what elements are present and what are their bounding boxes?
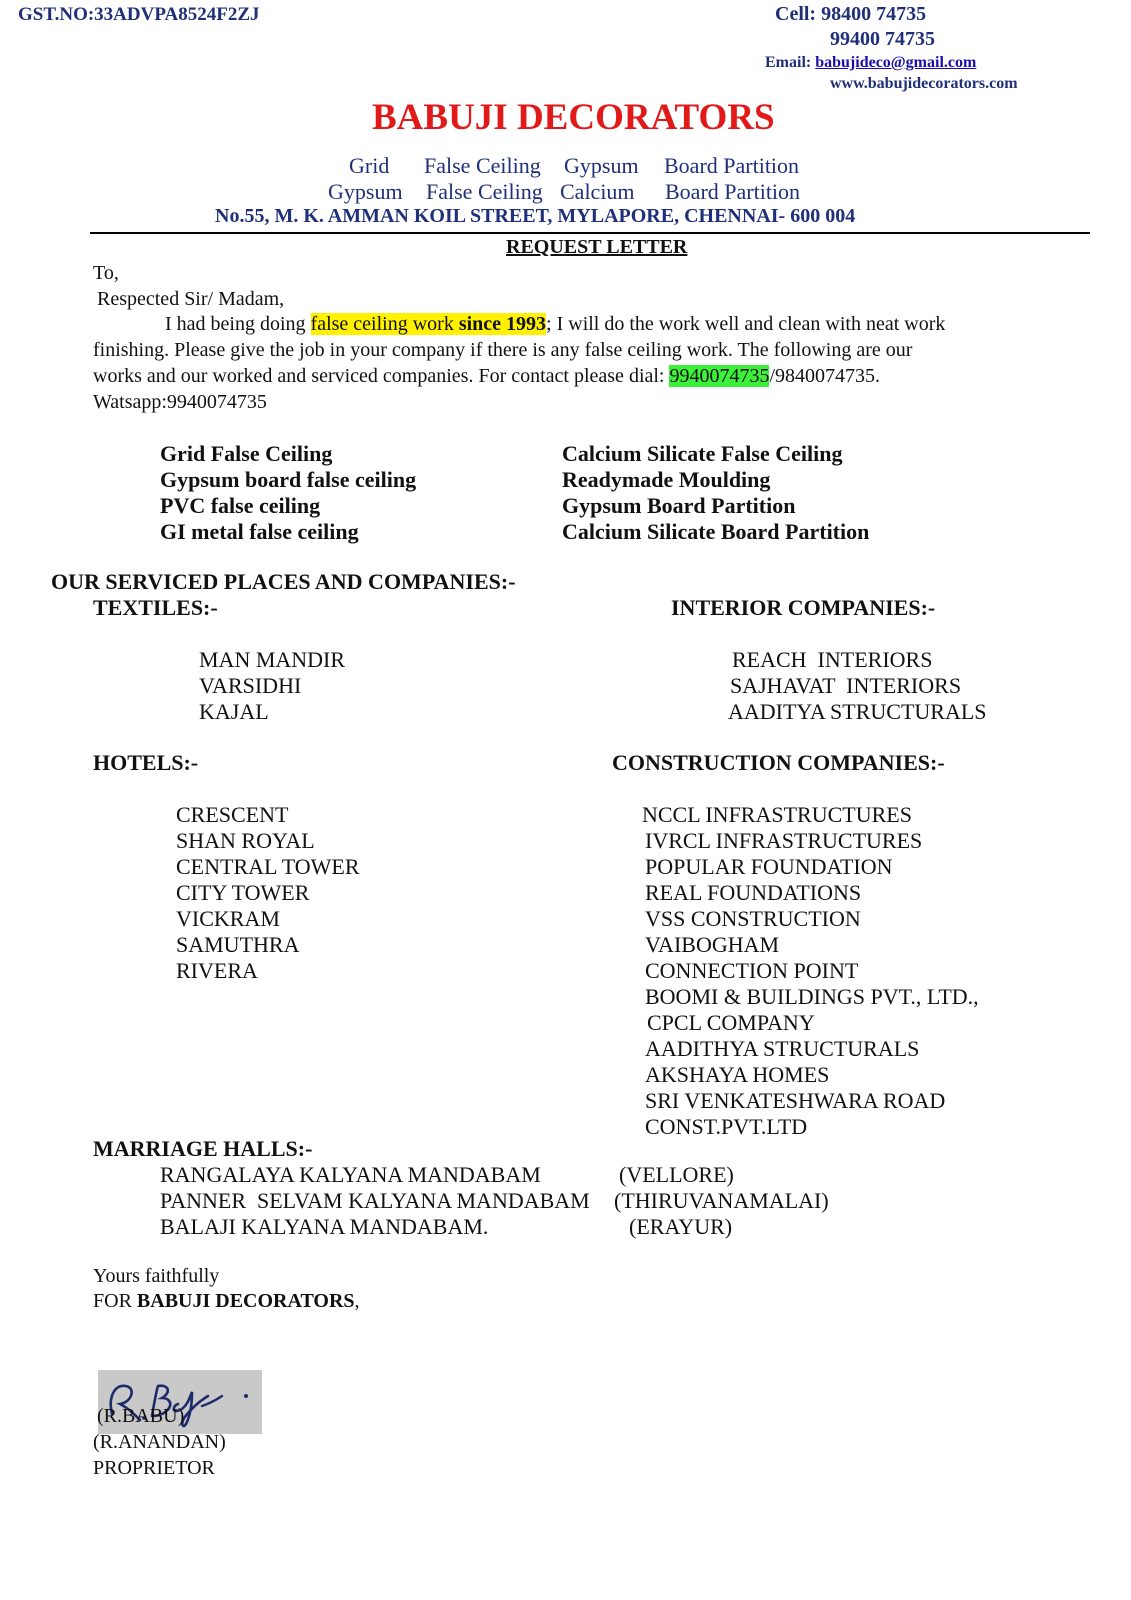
interior-heading: INTERIOR COMPANIES:- [671, 595, 936, 620]
service-left-2: Gypsum board false ceiling [160, 467, 417, 492]
address: No.55, M. K. AMMAN KOIL STREET, MYLAPORE, CHENNAI- 600 004 [215, 205, 856, 227]
construction-item: POPULAR FOUNDATION [645, 854, 893, 879]
service-row-2-d: Board Partition [665, 179, 801, 204]
construction-item: NCCL INFRASTRUCTURES [642, 802, 912, 827]
construction-item: REAL FOUNDATIONS [645, 880, 862, 905]
to-line: To, [93, 262, 119, 284]
interior-item: AADITYA STRUCTURALS [728, 699, 987, 724]
service-row-2-a: Gypsum [328, 179, 403, 204]
textile-item: KAJAL [199, 699, 269, 724]
gst-number: GST.NO:33ADVPA8524F2ZJ [18, 4, 260, 25]
email-link[interactable]: babujideco@gmail.com [815, 54, 977, 71]
service-row-2-b: False Ceiling [426, 179, 543, 204]
construction-heading: CONSTRUCTION COMPANIES:- [612, 750, 945, 775]
construction-item: VSS CONSTRUCTION [645, 906, 861, 931]
construction-item: SRI VENKATESHWARA ROAD [645, 1088, 946, 1113]
for-company-line: FOR BABUJI DECORATORS, [93, 1290, 360, 1312]
textiles-heading: TEXTILES:- [93, 595, 218, 620]
yours-faithfully: Yours faithfully [93, 1265, 220, 1287]
construction-item: CONST.PVT.LTD [645, 1114, 808, 1139]
hall-name: PANNER SELVAM KALYANA MANDABAM [160, 1188, 590, 1213]
hotel-item: SHAN ROYAL [176, 828, 315, 853]
header-divider [90, 232, 1090, 234]
paragraph-line-1 [165, 313, 945, 336]
construction-item: BOOMI & BUILDINGS PVT., LTD., [645, 984, 979, 1009]
halls-heading: MARRIAGE HALLS:- [93, 1136, 313, 1161]
hall-name: BALAJI KALYANA MANDABAM. [160, 1214, 489, 1239]
service-right-2: Readymade Moulding [562, 467, 771, 492]
interior-item: REACH INTERIORS [732, 647, 933, 672]
hall-place: (ERAYUR) [629, 1214, 733, 1239]
construction-item: CONNECTION POINT [645, 958, 859, 983]
interior-item: SAJHAVAT INTERIORS [730, 673, 962, 698]
hotel-item: RIVERA [176, 958, 258, 983]
cell-number-2: 99400 74735 [830, 28, 935, 50]
paragraph-line-2: finishing. Please give the job in your company if there is any false ceiling work. The following are our [93, 339, 913, 361]
p1-highlight-a: false ceiling work since 1993 [310, 313, 547, 335]
signer-name-2: (R.ANANDAN) [93, 1431, 226, 1453]
phone-highlight: 9940074735 [669, 365, 770, 387]
service-row-1-d: Board Partition [664, 153, 800, 178]
service-row-2-c: Calcium [560, 179, 635, 204]
service-left-4: GI metal false ceiling [160, 519, 359, 544]
whatsapp-line: Watsapp:9940074735 [93, 391, 267, 413]
hotel-item: CENTRAL TOWER [176, 854, 360, 879]
letter-title: REQUEST LETTER [506, 236, 688, 258]
textile-item: MAN MANDIR [199, 647, 346, 672]
website[interactable]: www.babujidecorators.com [830, 75, 1018, 92]
hall-place: (THIRUVANAMALAI) [614, 1188, 829, 1213]
paragraph-line-3: works and our worked and serviced companies. For contact please dial: 9940074735/9840074735. [93, 365, 881, 387]
hotel-item: VICKRAM [176, 906, 280, 931]
service-row-1-b: False Ceiling [424, 153, 541, 178]
p1-text-a: I had being doing [165, 313, 311, 335]
service-right-3: Gypsum Board Partition [562, 493, 796, 518]
places-heading: OUR SERVICED PLACES AND COMPANIES:- [51, 569, 516, 594]
hall-place: (VELLORE) [619, 1162, 734, 1187]
hotel-item: CRESCENT [176, 802, 289, 827]
service-left-1: Grid False Ceiling [160, 441, 333, 466]
construction-item: VAIBOGHAM [645, 932, 780, 957]
signer-role: PROPRIETOR [93, 1457, 215, 1479]
construction-item: AADITHYA STRUCTURALS [645, 1036, 920, 1061]
cell-number: Cell: 98400 74735 [775, 3, 927, 25]
construction-item: AKSHAYA HOMES [645, 1062, 830, 1087]
service-right-1: Calcium Silicate False Ceiling [562, 441, 843, 466]
service-row-1-a: Grid [349, 153, 390, 178]
textile-item: VARSIDHI [199, 673, 302, 698]
construction-item: CPCL COMPANY [647, 1010, 815, 1035]
signer-name: (R.BABU) [97, 1405, 185, 1427]
hotel-item: SAMUTHRA [176, 932, 300, 957]
service-left-3: PVC false ceiling [160, 493, 321, 518]
construction-item: IVRCL INFRASTRUCTURES [645, 828, 923, 853]
hotel-item: CITY TOWER [176, 880, 310, 905]
hall-name: RANGALAYA KALYANA MANDABAM [160, 1162, 541, 1187]
email-label: Email: [765, 54, 812, 71]
service-row-1-c: Gypsum [564, 153, 639, 178]
service-right-4: Calcium Silicate Board Partition [562, 519, 870, 544]
company-name: BABUJI DECORATORS [372, 97, 775, 138]
email-line [765, 54, 976, 72]
p1-text-b: ; I will do the work well and clean with neat work [546, 313, 946, 335]
salutation: Respected Sir/ Madam, [97, 288, 285, 310]
hotels-heading: HOTELS:- [93, 750, 199, 775]
